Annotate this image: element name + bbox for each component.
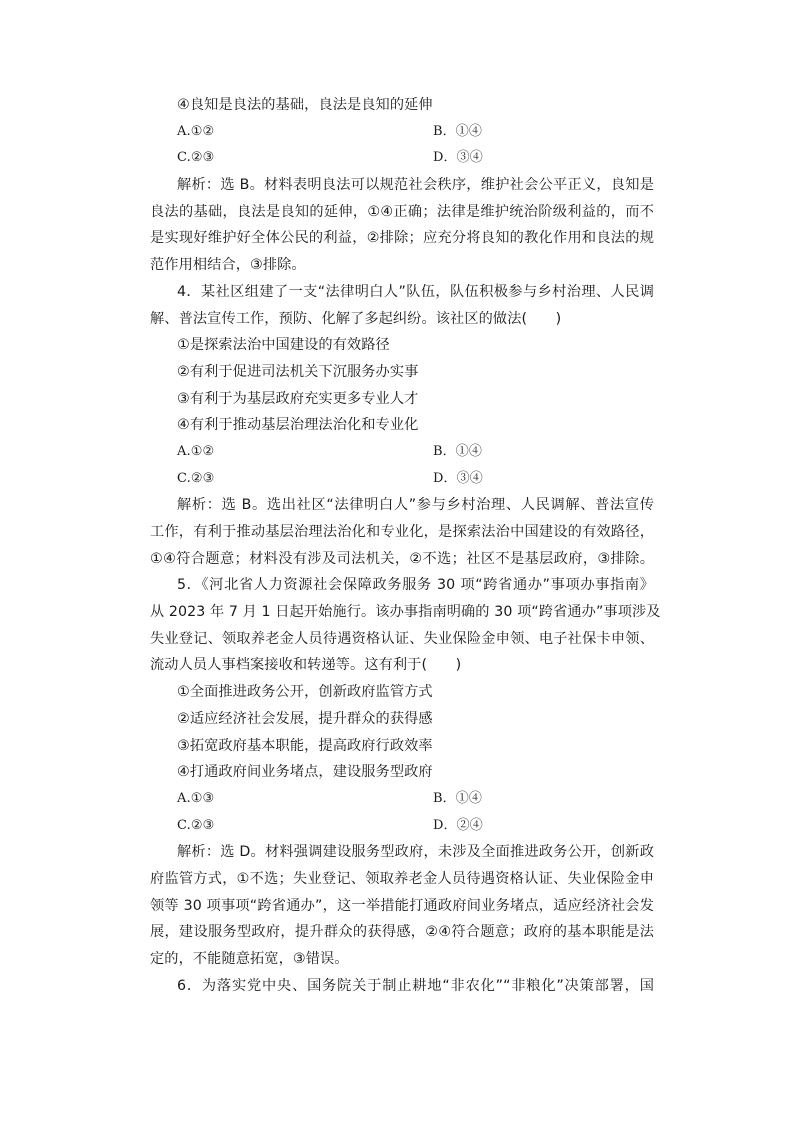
q6-stem-line: 6．为落实党中央、国务院关于制止耕地“非农化”“非粮化”决策部署，国 [177,977,654,994]
q4-option-c[interactable]: C.②③ [177,470,215,486]
q3-options-row-1 [150,119,654,146]
q4-statement-2: ②有利于促进司法机关下沉服务办实事 [177,363,419,380]
document-page [150,92,661,999]
q4-option-b[interactable]: B．①④ [433,443,482,459]
q5-options-row-2 [150,813,654,840]
q3-analysis-line: 范作用相结合，③排除。 [150,257,306,274]
q5-analysis-line: 府监管方式，①不选；失业登记、领取养老金人员待遇资格认证、失业保险金申 [150,870,654,887]
q5-statement-4: ④打通政府间业务堵点，建设服务型政府 [177,764,433,781]
q4-statement-3: ③有利于为基层政府充实更多专业人才 [177,390,419,407]
q4-analysis-line: 解析：选 B。选出社区“法律明白人”参与乡村治理、人民调解、普法宣传 [177,497,654,514]
q3-analysis-line: 良法的基础，良法是良知的延伸，①④正确；法律是维护统治阶级利益的，而不 [150,203,654,220]
q5-analysis-line: 领等 30 项事项“跨省通办”，这一举措能打通政府间业务堵点，适应经济社会发 [150,897,654,914]
q4-options-row-1 [150,439,654,466]
q3-option-b[interactable]: B．①④ [433,123,482,139]
q3-analysis-line: 是实现好维护好全体公民的利益，②排除；应充分将良知的教化作用和良法的规 [150,230,654,247]
q4-analysis-line: 工作，有利于推动基层治理法治化和专业化，是探索法治中国建设的有效路径， [150,524,654,540]
q5-option-d[interactable]: D．②④ [433,817,483,833]
q5-stem-line: 从 2023 年 7 月 1 日起开始施行。该办事指南明确的 30 项“跨省通办”事项涉及 [150,604,661,621]
q5-analysis-line: 定的，不能随意拓宽，③错误。 [150,951,349,967]
q3-analysis-line: 解析：选 B。材料表明良法可以规范社会秩序，维护社会公平正义，良知是 [177,177,654,194]
q5-option-b[interactable]: B．①④ [433,790,482,806]
q4-analysis-line: ①④符合题意；材料没有涉及司法机关，②不选；社区不是基层政府，③排除。 [150,550,654,567]
q5-stem-line: 流动人员人事档案接收和转递等。这有利于( ) [150,657,462,674]
q5-option-c[interactable]: C.②③ [177,817,215,833]
q3-option-a[interactable]: A.①② [177,123,215,139]
q3-option-d[interactable]: D．③④ [433,150,483,166]
q5-stem-line: 失业登记、领取养老金人员待遇资格认证、失业保险金申领、电子社保卡申领、 [150,630,654,647]
q5-statement-3: ③拓宽政府基本职能，提高政府行政效率 [177,737,433,754]
q4-stem-line: 解、普法宣传工作，预防、化解了多起纠纷。该社区的做法( ) [150,310,562,327]
q4-stem-line: 4．某社区组建了一支“法律明白人”队伍，队伍积极参与乡村治理、人民调 [177,283,654,300]
q3-options-row-2 [150,145,654,172]
q5-statement-2: ②适应经济社会发展，提升群众的获得感 [177,710,433,727]
q4-statement-1: ①是探索法治中国建设的有效路径 [177,337,390,354]
q5-statement-1: ①全面推进政务公开，创新政府监管方式 [177,684,433,701]
q5-option-a[interactable]: A.①③ [177,790,215,806]
q4-options-row-2 [150,466,654,493]
q5-stem-line: 5．《河北省人力资源社会保障政务服务 30 项“跨省通办”事项办事指南》 [177,577,654,594]
q4-statement-4: ④有利于推动基层治理法治化和专业化 [177,417,419,434]
q3-statement-4: ④良知是良法的基础，良法是良知的延伸 [177,97,433,113]
q5-analysis-line: 展，建设服务型政府，提升群众的获得感，②④符合题意；政府的基本职能是法 [150,924,654,941]
q3-option-c[interactable]: C.②③ [177,150,215,166]
q4-option-d[interactable]: D．③④ [433,470,483,486]
q4-option-a[interactable]: A.①② [177,443,215,459]
q5-analysis-line: 解析：选 D。材料强调建设服务型政府，未涉及全面推进政务公开，创新政 [177,844,654,861]
q5-options-row-1 [150,786,654,813]
